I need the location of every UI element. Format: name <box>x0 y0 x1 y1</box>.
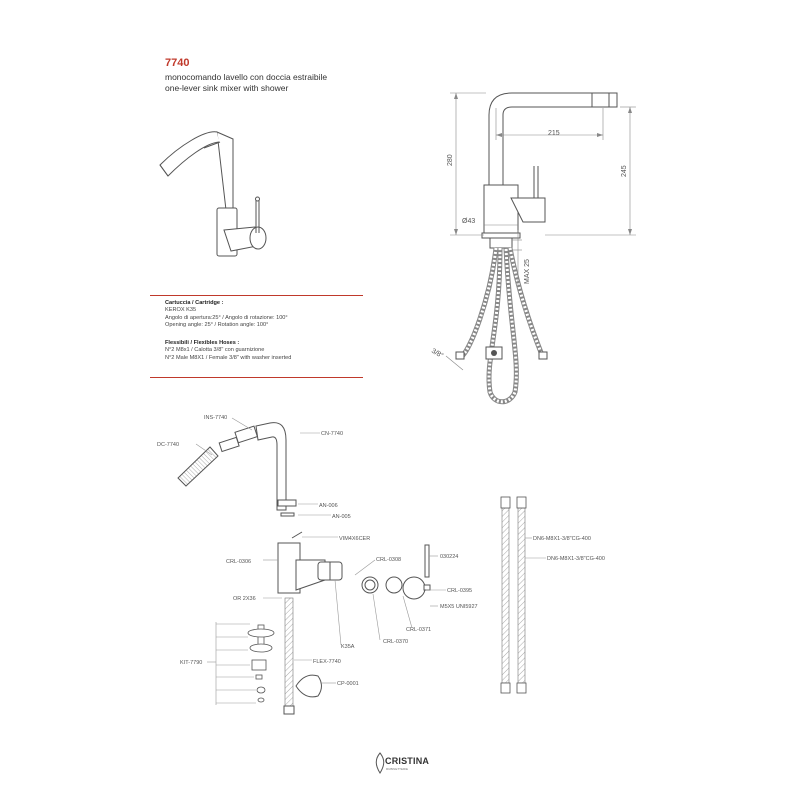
cartridge-angles-it: Angolo di apertura:25° / Angolo di rotazione: 100° <box>165 314 288 321</box>
label-ins-7740: INS-7740 <box>204 415 228 421</box>
label-k35a: K35A <box>341 644 355 650</box>
label-or-2x36: OR 2X36 <box>233 596 256 602</box>
faucet-side-view <box>446 93 636 402</box>
hoses-line-en: N°2 Male M8X1 / Female 3/8" with washer inserted <box>165 354 292 361</box>
dim-max25: MAX 25 <box>524 259 531 284</box>
label-crl-0395: CRL-0395 <box>447 588 473 594</box>
dim-245: 245 <box>621 165 628 177</box>
logo-tagline: RUBINETTERIE <box>386 767 409 771</box>
flexible-hoses-view <box>501 497 546 693</box>
label-dn6-hose-1: DN6-M8X1-3/8"CG-400 <box>533 536 591 542</box>
label-crl-0370: CRL-0370 <box>383 639 409 645</box>
dim-215: 215 <box>548 130 560 137</box>
label-crl-0371: CRL-0371 <box>406 627 432 633</box>
label-dn6-hose-2: DN6-M8X1-3/8"CG-400 <box>547 556 605 562</box>
label-flex-7740: FLEX-7740 <box>313 659 341 665</box>
cartridge-angles-en: Opening angle: 25° / Rotation angle: 100° <box>165 322 269 329</box>
hoses-title: Flessibili / Flexibles Hoses : <box>165 340 240 346</box>
description-english: one-lever sink mixer with shower <box>165 83 289 93</box>
label-vim4x6cer: VIM4X6CER <box>339 536 371 542</box>
label-an-005: AN-005 <box>332 514 351 520</box>
dim-43: Ø43 <box>462 218 476 225</box>
product-code: 7740 <box>165 57 190 69</box>
label-crl-0308: CRL-0308 <box>376 557 402 563</box>
label-030224: 030224 <box>440 554 459 560</box>
description-italian: monocomando lavello con doccia estraibile <box>165 72 328 82</box>
label-an-006: AN-006 <box>319 503 338 509</box>
label-kit-7790: KIT-7790 <box>180 660 203 666</box>
hoses-line-it: N°2 M8x1 / Calotta 3/8" con guarnizione <box>165 347 265 354</box>
dim-3-8: 3/8" <box>430 347 445 360</box>
logo-name: CRISTINA <box>385 756 430 766</box>
part-labels <box>157 415 605 687</box>
label-cp-0001: CP-0001 <box>337 681 359 687</box>
cartridge-model: KEROX K35 <box>165 307 197 314</box>
exploded-view <box>178 418 446 714</box>
dim-280: 280 <box>447 154 454 166</box>
brand-logo <box>372 749 430 777</box>
cartridge-title: Cartuccia / Cartridge : <box>165 300 224 306</box>
label-crl-0306: CRL-0306 <box>226 559 252 565</box>
label-dc-7740: DC-7740 <box>157 442 180 448</box>
label-m5x5: M5X5 UNI5927 <box>440 604 478 610</box>
faucet-perspective-view <box>160 132 266 256</box>
label-cn-7740: CN-7740 <box>321 431 344 437</box>
